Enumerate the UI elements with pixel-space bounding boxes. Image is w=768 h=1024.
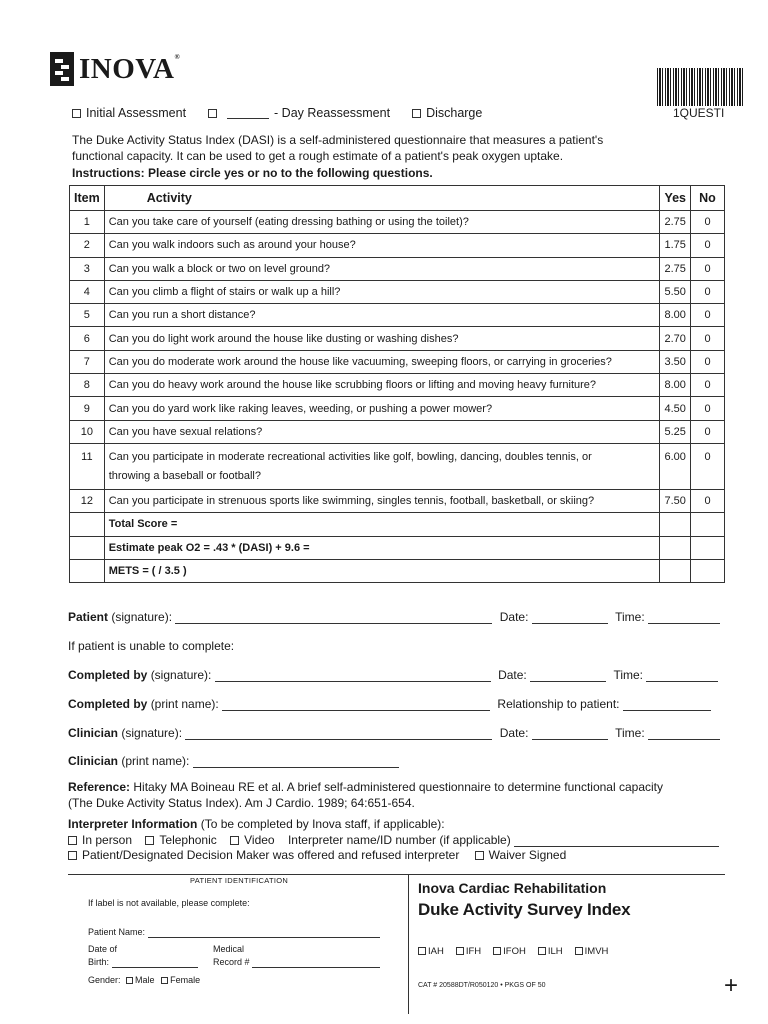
yes-value[interactable]: 5.25 (660, 420, 691, 443)
table-row: 8 Can you do heavy work around the house like scrubbing floors or lifting and moving heavy furniture? 8.00 0 (70, 374, 725, 397)
table-header-row (70, 186, 725, 211)
no-value[interactable]: 0 (691, 420, 725, 443)
mets-no-field[interactable] (691, 559, 725, 582)
table-row: 4 Can you climb a flight of stairs or walk up a hill? 5.50 0 (70, 280, 725, 303)
no-value[interactable]: 0 (691, 397, 725, 420)
estimate-row (70, 536, 725, 559)
brand-name: INOVA® (79, 52, 181, 85)
discharge-checkbox[interactable] (412, 109, 421, 118)
clinician-signature-field[interactable] (185, 739, 492, 740)
birth-date-field[interactable] (112, 967, 198, 968)
yes-value[interactable]: 3.50 (660, 350, 691, 373)
header-yes: Yes (660, 186, 691, 211)
activity-question: Can you do heavy work around the house like scrubbing floors or lifting and moving heavy furniture? (104, 374, 660, 397)
interpreter-name-field[interactable] (514, 846, 719, 847)
total-score-no-field[interactable] (691, 513, 725, 536)
mets-yes-field[interactable] (660, 559, 691, 582)
in-person-checkbox[interactable] (68, 836, 77, 845)
activity-question: Can you participate in strenuous sports like swimming, singles tennis, football, basketball, or skiing? (104, 489, 660, 512)
patient-signature-row: Patient (signature): Date: Time: (68, 610, 720, 624)
activity-question: Can you run a short distance? (104, 304, 660, 327)
table-row: 7 Can you do moderate work around the house like vacuuming, sweeping floors, or carrying in groceries? 3.50 0 (70, 350, 725, 373)
activity-question: Can you do yard work like raking leaves, weeding, or pushing a power mower? (104, 397, 660, 420)
yes-value[interactable]: 1.75 (660, 234, 691, 257)
relationship-field[interactable] (623, 710, 711, 711)
discharge-label: Discharge (426, 106, 483, 120)
header-no: No (691, 186, 725, 211)
header-item: Item (70, 186, 105, 211)
patient-date-field[interactable] (532, 623, 608, 624)
activity-question: Can you participate in moderate recreational activities like golf, bowling, dancing, doubles tennis, or throwing a baseball or football? (104, 443, 660, 489)
form-title-program: Inova Cardiac Rehabilitation (418, 880, 607, 896)
yes-value[interactable]: 2.70 (660, 327, 691, 350)
yes-value[interactable]: 8.00 (660, 304, 691, 327)
table-row: 2 Can you walk indoors such as around your house? 1.75 0 (70, 234, 725, 257)
yes-value[interactable]: 7.50 (660, 489, 691, 512)
barcode-label: 1QUESTI (673, 106, 725, 120)
clinician-date-field[interactable] (532, 739, 608, 740)
inova-logo-mark-icon (50, 52, 74, 86)
no-value[interactable]: 0 (691, 211, 725, 234)
unable-note: If patient is unable to complete: (68, 639, 235, 653)
no-value[interactable]: 0 (691, 489, 725, 512)
medical-record-field[interactable] (252, 967, 380, 968)
table-row: 10 Can you have sexual relations? 5.25 0 (70, 420, 725, 443)
no-value[interactable]: 0 (691, 280, 725, 303)
reference: Reference: Hitaky MA Boineau RE et al. A brief self-administered questionnaire to determine functional capacity (The Duke Activity Status Index). Am J Cardio. 1989; 64:651-654. (68, 780, 663, 810)
no-value[interactable]: 0 (691, 443, 725, 489)
activity-question: Can you take care of yourself (eating dressing bathing or using the toilet)? (104, 211, 660, 234)
yes-value[interactable]: 8.00 (660, 374, 691, 397)
activity-question: Can you do moderate work around the house like vacuuming, sweeping floors, or carrying in groceries? (104, 350, 660, 373)
total-score-yes-field[interactable] (660, 513, 691, 536)
activity-question: Can you do light work around the house like dusting or washing dishes? (104, 327, 660, 350)
completed-by-time-field[interactable] (646, 681, 718, 682)
male-checkbox[interactable] (126, 977, 133, 984)
activity-question: Can you have sexual relations? (104, 420, 660, 443)
refused-interpreter-checkbox[interactable] (68, 851, 77, 860)
day-count-field[interactable] (227, 118, 269, 119)
day-reassessment-label: - Day Reassessment (274, 106, 391, 120)
table-row: 11 Can you participate in moderate recreational activities like golf, bowling, dancing, doubles tennis, or throwing a baseball or football? 6.00 0 (70, 443, 725, 489)
clinician-time-field[interactable] (648, 739, 720, 740)
instructions: Instructions: Please circle yes or no to the following questions. (72, 166, 433, 180)
no-value[interactable]: 0 (691, 350, 725, 373)
no-value[interactable]: 0 (691, 374, 725, 397)
header-activity: Activity (104, 186, 660, 211)
estimate-no-field[interactable] (691, 536, 725, 559)
table-row: 1 Can you take care of yourself (eating dressing bathing or using the toilet)? 2.75 0 (70, 211, 725, 234)
patient-signature-field[interactable] (175, 623, 492, 624)
total-score-label: Total Score = (104, 513, 660, 536)
completed-by-date-field[interactable] (530, 681, 606, 682)
no-value[interactable]: 0 (691, 304, 725, 327)
mets-label: METS = ( / 3.5 ) (104, 559, 660, 582)
table-row: 12 Can you participate in strenuous sports like swimming, singles tennis, football, basketball, or skiing? 7.50 0 (70, 489, 725, 512)
estimate-yes-field[interactable] (660, 536, 691, 559)
initial-assessment-label: Initial Assessment (86, 106, 187, 120)
yes-value[interactable]: 2.75 (660, 211, 691, 234)
clinician-print-field[interactable] (193, 767, 399, 768)
patient-id-header: PATIENT IDENTIFICATION (190, 876, 289, 885)
location-imvh-checkbox[interactable] (575, 947, 583, 955)
patient-name-field[interactable] (148, 937, 380, 938)
inova-logo (50, 52, 180, 86)
bottom-divider (68, 874, 725, 875)
dasi-table (69, 185, 725, 583)
table-row: 9 Can you do yard work like raking leaves, weeding, or pushing a power mower? 4.50 0 (70, 397, 725, 420)
bottom-vertical-divider (408, 874, 409, 1014)
patient-time-field[interactable] (648, 623, 720, 624)
female-checkbox[interactable] (161, 977, 168, 984)
table-row: 3 Can you walk a block or two on level ground? 2.75 0 (70, 257, 725, 280)
completed-by-signature-row: Completed by (signature): Date: Time: (68, 668, 718, 682)
waiver-signed-checkbox[interactable] (475, 851, 484, 860)
day-reassessment-checkbox[interactable] (208, 109, 217, 118)
clinician-signature-row: Clinician (signature): Date: Time: (68, 726, 720, 740)
location-ifh-checkbox[interactable] (456, 947, 464, 955)
estimate-label: Estimate peak O2 = .43 * (DASI) + 9.6 = (104, 536, 660, 559)
video-checkbox[interactable] (230, 836, 239, 845)
interpreter-label: Interpreter Information (68, 817, 198, 831)
yes-value[interactable]: 4.50 (660, 397, 691, 420)
table-row: 5 Can you run a short distance? 8.00 0 (70, 304, 725, 327)
assessment-options (72, 106, 482, 120)
no-value[interactable]: 0 (691, 234, 725, 257)
completed-by-print-field[interactable] (222, 710, 490, 711)
mets-row (70, 559, 725, 582)
location-ilh-checkbox[interactable] (538, 947, 546, 955)
intro-text: The Duke Activity Status Index (DASI) is a self-administered questionnaire that measures a patient's functional capacity. It can be used to get a rough estimate of a patient's peak oxygen uptake. (72, 133, 604, 163)
catalog-number: CAT # 20588DT/R050120 • PKGS OF 50 (418, 982, 546, 989)
form-title: Duke Activity Survey Index (418, 900, 631, 919)
telephonic-checkbox[interactable] (145, 836, 154, 845)
completed-by-signature-field[interactable] (215, 681, 491, 682)
location-iah-checkbox[interactable] (418, 947, 426, 955)
completed-by-print-row: Completed by (print name): Relationship to patient: (68, 697, 711, 711)
total-score-row (70, 513, 725, 536)
yes-value[interactable]: 6.00 (660, 443, 691, 489)
no-value[interactable]: 0 (691, 327, 725, 350)
activity-question: Can you walk a block or two on level ground? (104, 257, 660, 280)
initial-assessment-checkbox[interactable] (72, 109, 81, 118)
no-value[interactable]: 0 (691, 257, 725, 280)
table-row: 6 Can you do light work around the house like dusting or washing dishes? 2.70 0 (70, 327, 725, 350)
barcode (657, 68, 745, 106)
interpreter-section: Interpreter Information (To be completed by Inova staff, if applicable): In person Telephonic Video Interpreter name/ID number (if applicable) Patient/Designated Decision Maker was offered and refused interpreter Waiver Signed (68, 817, 728, 864)
yes-value[interactable]: 5.50 (660, 280, 691, 303)
yes-value[interactable]: 2.75 (660, 257, 691, 280)
location-ifoh-checkbox[interactable] (493, 947, 501, 955)
clinician-print-row: Clinician (print name): (68, 754, 399, 768)
activity-question: Can you walk indoors such as around your house? (104, 234, 660, 257)
registration-plus-icon: + (724, 972, 739, 999)
activity-question: Can you climb a flight of stairs or walk up a hill? (104, 280, 660, 303)
location-options: IAH IFH IFOH ILH IMVH (418, 946, 608, 957)
